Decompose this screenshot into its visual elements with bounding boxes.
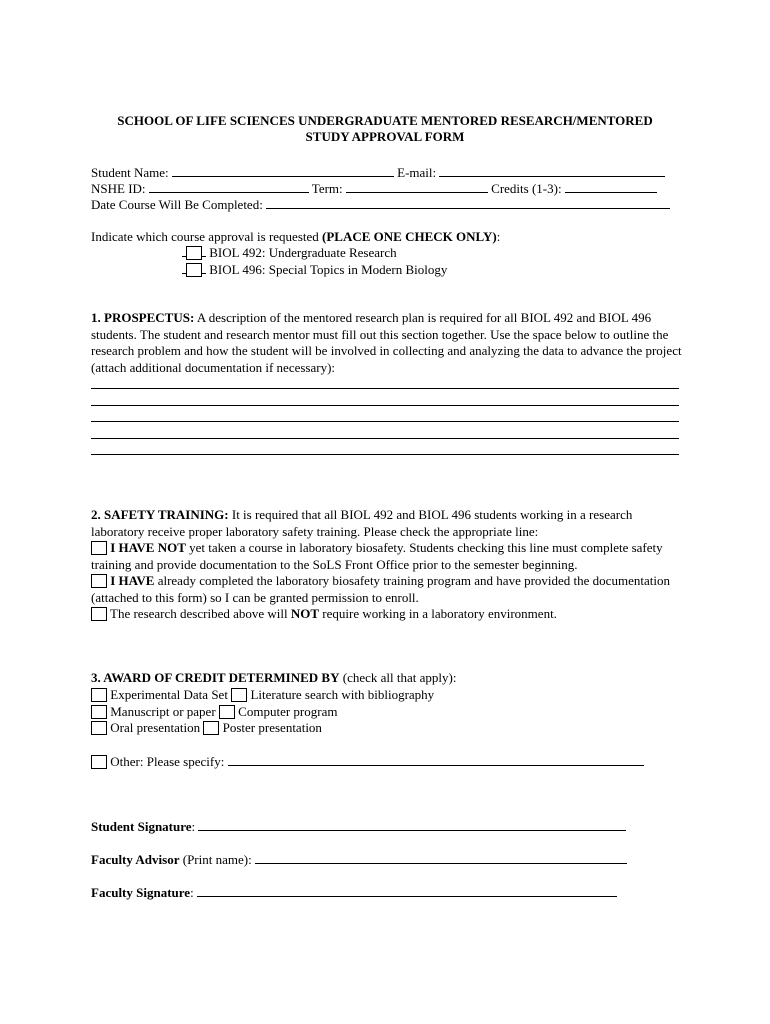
advisor-label: Faculty Advisor (91, 852, 180, 867)
date-field[interactable] (266, 196, 670, 209)
safety-heading: 2. SAFETY TRAINING: (91, 507, 229, 522)
safety-option-not (91, 540, 683, 573)
safety-text: It is required that all BIOL 492 and BIOL 496 students working in a research laboratory receive proper laboratory safety training. Please check the appropriate line: (91, 507, 633, 539)
faculty-signature-row (91, 884, 617, 901)
other-specify-field[interactable] (228, 753, 644, 766)
biol496-option (182, 262, 447, 278)
safety-option-no-lab (91, 606, 557, 622)
award-other-row (91, 753, 644, 770)
blank-line (202, 272, 206, 274)
advisor-row (91, 851, 627, 868)
nshe-label: NSHE ID: (91, 181, 146, 196)
safety-section (91, 507, 683, 540)
manuscript-checkbox[interactable] (91, 705, 107, 719)
faculty-signature-field[interactable] (197, 884, 617, 897)
safety-not-bold: I HAVE NOT (110, 540, 186, 555)
oral-label: Oral presentation (110, 720, 201, 735)
literature-checkbox[interactable] (231, 688, 247, 702)
credits-label: Credits (1-3): (491, 181, 562, 196)
student-name-row (91, 164, 665, 181)
email-label: E-mail: (397, 165, 437, 180)
prospectus-line[interactable] (91, 421, 679, 422)
student-signature-row (91, 818, 626, 835)
blank-line (202, 255, 206, 257)
date-row (91, 196, 670, 213)
biol492-option (182, 245, 397, 261)
term-label: Term: (311, 181, 343, 196)
faculty-signature-colon: : (190, 885, 194, 900)
date-label: Date Course Will Be Completed: (91, 197, 263, 212)
credits-field[interactable] (565, 180, 657, 193)
oral-checkbox[interactable] (91, 721, 107, 735)
poster-checkbox[interactable] (203, 721, 219, 735)
prospectus-text: A description of the mentored research plan is required for all BIOL 492 and BIOL 496 students. The student and research mentor must fill out this section together. Use the space below to outline the research problem and how the student will be involved in collecting and analyzing the data to advance the project (attach additional documentation if necessary): (91, 310, 682, 375)
form-title-line2: STUDY APPROVAL FORM (305, 129, 465, 144)
approval-intro-end: : (496, 229, 501, 244)
email-field[interactable] (439, 164, 665, 177)
safety-not-text: yet taken a course in laboratory biosafety. Students checking this line must complete safety training and provide documentation to the SoLS Front Office prior to the semester beginning. (91, 540, 663, 572)
approval-intro: Indicate which course approval is requested (91, 229, 323, 244)
prospectus-line[interactable] (91, 454, 679, 455)
advisor-label-rest: (Print name): (179, 852, 252, 867)
term-field[interactable] (346, 180, 488, 193)
safety-have-text: already completed the laboratory biosafety training program and have provided the documentation (attached to this form) so I can be granted permission to enroll. (91, 573, 670, 605)
biol496-label: BIOL 496: Special Topics in Modern Biology (209, 262, 448, 277)
award-heading: 3. AWARD OF CREDIT DETERMINED BY (91, 670, 340, 685)
student-signature-field[interactable] (198, 818, 626, 831)
safety-no-lab-checkbox[interactable] (91, 607, 107, 621)
form-title-line1: SCHOOL OF LIFE SCIENCES UNDERGRADUATE MENTORED RESEARCH/MENTORED (117, 113, 653, 128)
safety-no-lab-bold: NOT (290, 606, 320, 621)
prospectus-heading: 1. PROSPECTUS: (91, 310, 195, 325)
safety-have-checkbox[interactable] (91, 574, 107, 588)
safety-no-lab-post: require working in a laboratory environment. (319, 606, 557, 621)
nshe-row (91, 180, 657, 197)
biol492-checkbox[interactable] (186, 246, 202, 260)
faculty-signature-label: Faculty Signature (91, 885, 191, 900)
nshe-field[interactable] (149, 180, 309, 193)
other-label: Other: Please specify: (110, 754, 225, 769)
student-signature-label: Student Signature (91, 819, 192, 834)
manuscript-label: Manuscript or paper (110, 704, 216, 719)
award-heading-row (91, 670, 456, 686)
prospectus-section (91, 310, 683, 376)
approval-instruction (91, 229, 500, 245)
advisor-name-field[interactable] (255, 851, 627, 864)
student-signature-colon: : (191, 819, 196, 834)
award-row-1 (91, 687, 434, 703)
award-heading-rest: (check all that apply): (339, 670, 457, 685)
prospectus-line[interactable] (91, 405, 679, 406)
literature-label: Literature search with bibliography (250, 687, 435, 702)
safety-option-have (91, 573, 683, 606)
award-row-2 (91, 704, 337, 720)
prospectus-line[interactable] (91, 388, 679, 389)
student-name-field[interactable] (172, 164, 394, 177)
other-checkbox[interactable] (91, 755, 107, 769)
student-name-label: Student Name: (91, 165, 169, 180)
safety-have-bold: I HAVE (110, 573, 155, 588)
computer-label: Computer program (238, 704, 338, 719)
experimental-label: Experimental Data Set (110, 687, 228, 702)
biol492-label: BIOL 492: Undergraduate Research (209, 245, 397, 260)
biol496-checkbox[interactable] (186, 263, 202, 277)
poster-label: Poster presentation (222, 720, 322, 735)
experimental-checkbox[interactable] (91, 688, 107, 702)
safety-no-lab-pre: The research described above will (110, 606, 291, 621)
award-row-3 (91, 720, 322, 736)
approval-intro-bold: (PLACE ONE CHECK ONLY) (322, 229, 497, 244)
computer-checkbox[interactable] (219, 705, 235, 719)
prospectus-line[interactable] (91, 438, 679, 439)
safety-not-checkbox[interactable] (91, 541, 107, 555)
